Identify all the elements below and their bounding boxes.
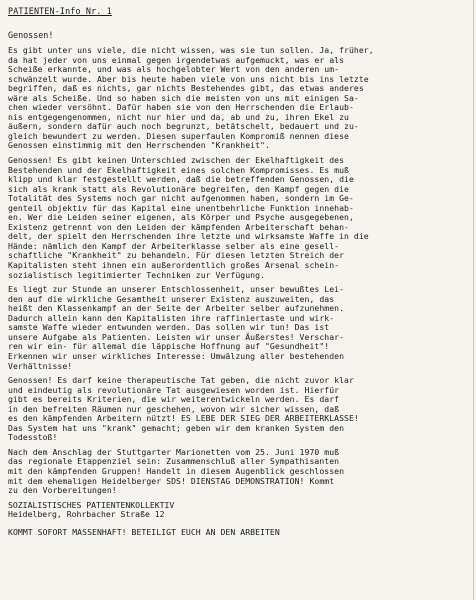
footer-call: KOMMT SOFORT MASSENHAFT! BETEILIGT EUCH AN DEN ARBEITEN — [8, 526, 280, 537]
paragraph-3: Es liegt zur Stunde an unserer Entschlossenheit, unser bewußtes Lei- den auf die wirkliche Gesamtheit unserer Existenz auszuweiten, das heißt den Klassenkampf an der Seite der Arbeiter selber aufzunehmen. Dadurch allein kann den Kapitalisten ihre raffiniertaste und wirk- samste Waffe wieder entwunden werden. Das sollen wir tun! Das ist unsere Aufgabe als Patienten. Leisten wir unser Äußerstes! Verschar- ren wir ein- für allemal die läppische Hoffnung auf "Gesundheit"! Erkennen wir unser wirkliches Interesse: Umwälzung aller bestehenden Verhältnisse! — [8, 284, 345, 371]
salutation: Genossen! — [8, 30, 54, 40]
paragraph-4: Genossen! Es darf keine therapeutische Tat geben, die nicht zuvor klar und eindeutig als revolutionäre Tat ausgewiesen worden ist. Hierfür gibt es bereits Kriterien, die wir weiterentwickeln werden. Es darf in den befreiten Räumen nur geschehen, wovon wir sicher wissen, daß es den kämpfenden Arbeitern nützt! ES LEBE DER SIEG DER ARBEITERKLASSE! Das System hat uns "krank" gemacht; geben wir dem kranken System den Todesstoß! — [8, 375, 359, 443]
paragraph-5: Nach dem Anschlag der Stuttgarter Marionetten vom 25. Juni 1970 muß das regionale Etappenziel sein: Zusammenschluß aller Sympathisanten mit den kämpfenden Gruppen! Handelt in diesem Augenblick geschlossen mit dem ehemaligen Heidelberger SDS! DIENSTAG DEMONSTRATION! Kommt zu den Vorbereitungen! — [8, 446, 345, 496]
document-header: PATIENTEN-Info Nr. 1 — [8, 6, 112, 16]
paragraph-2: Genossen! Es gibt keinen Unterschied zwischen der Ekelhaftigkeit des Bestehenden und der Ekelhaftigkeit eines solchen Kompromisses. Es muß klipp und klar festgestellt werden, daß die betreffenden Genossen, die sich als krank statt als Revolutionäre begreifen, den Kampf gegen die Totalität des Systems noch gar nicht aufgenommen haben, sondern im Ge- genteil objektiv für das Kapital eine unentbehrliche Funktion innehab- en. Wer die Leiden seiner eigenen, als Körper und Psyche ausgegebenen, Existenz getrennt von den Leiden der kämpfenden Arbeiterschaft behan- delt, der spielt den Herrschenden ihre letzte und wirksamste Waffe in die Hände: nämlich den Kampf der Arbeiterklasse selber als eine gesell- schaftliche "Krankheit" zu behandeln. Für diesen letzten Streich der Kapitalisten steht ihnen ein außerordentlich großes Arsenal schein- sozialistisch legitimierter Techniken zur Verfügung. — [8, 155, 369, 280]
paragraph-1: Es gibt unter uns viele, die nicht wissen, was sie tun sollen. Ja, früher, da hat jeder von uns einmal gegen irgendetwas aufgemuckt, was er als Scheiße erkannte, und was als hochgelobter Wert von den anderen um- schwänzelt wurde. Aber bis heute haben viele von uns nicht bis ins letzte begriffen, daß es nichts, gar nichts Bestehendes gibt, das etwas anderes wäre als Scheiße. Und so haben sich die meisten von uns mit einigen Sa- chen wieder versöhnt. Dafür haben sie von den Herrschenden die Erlaub- nis entgegengenommen, nicht nur hier und da, ab und zu, ihren Ekel zu äußern, sondern dafür auch noch begrunzt, betätschelt, bedauert und zu- gleich bewundert zu werden. Diesen superfaulen Kompromiß nennen diese Genossen einstimmig mit den Herrschenden "Krankheit". — [8, 45, 374, 151]
page-edge-line — [473, 0, 474, 600]
signature: SOZIALISTISCHES PATIENTENKOLLEKTIV Heidelberg, Rohrbacher Straße 12 — [8, 499, 175, 520]
